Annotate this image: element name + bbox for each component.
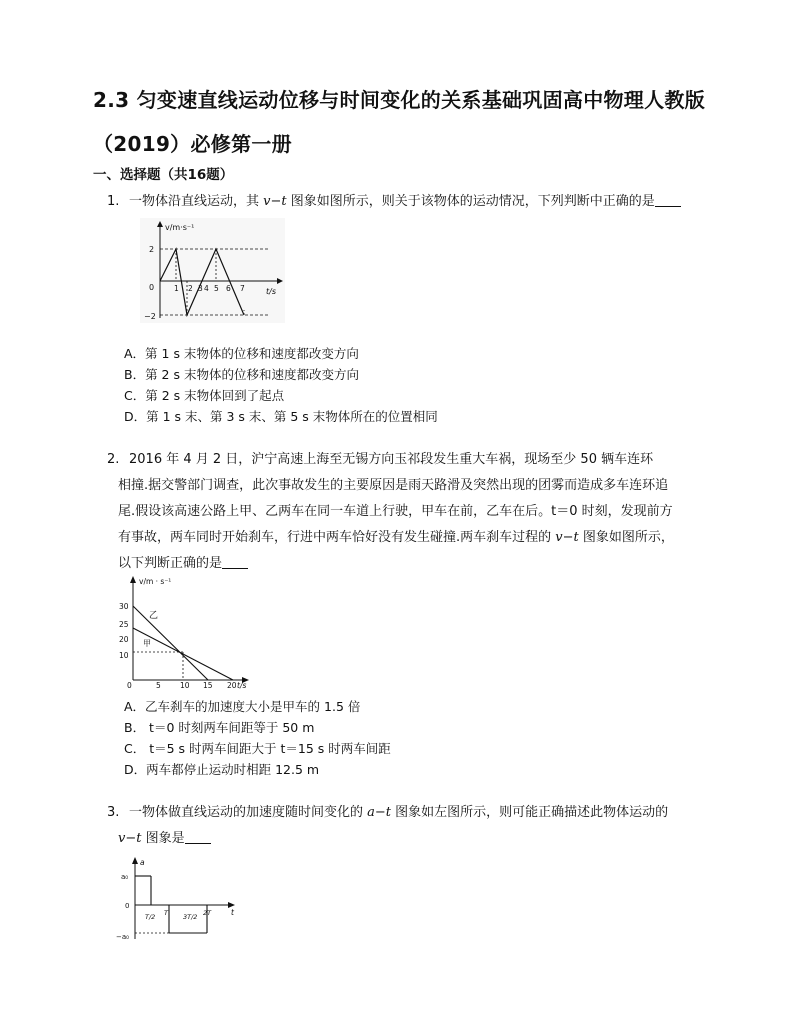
x-tick: 20 <box>227 681 237 690</box>
x-tick: T <box>164 909 168 917</box>
answer-blank <box>185 829 211 844</box>
q1-vt-graph <box>140 218 285 323</box>
answer-blank <box>222 554 248 569</box>
x-axis-label: t/s <box>266 287 276 296</box>
label-yi: 乙 <box>149 611 159 621</box>
x-tick: 4 <box>204 284 209 293</box>
x-tick: T/2 <box>145 913 156 921</box>
x-tick: 0 <box>127 681 132 690</box>
math-vt: v−t <box>263 194 287 209</box>
answer-blank <box>655 192 681 207</box>
q3-at-graph <box>113 855 243 941</box>
q2-option-a: A．乙车刹车的加速度大小是甲车的 1.5 倍 <box>124 699 361 714</box>
question-text: 一物体做直线运动的加速度随时间变化的 <box>129 805 364 820</box>
math-vt: v−t <box>118 831 142 846</box>
x-tick: 2T <box>203 909 212 917</box>
y-tick: −a₀ <box>116 933 129 941</box>
q1-option-c: C．第 2 s 末物体回到了起点 <box>124 388 285 403</box>
x-tick: 5 <box>156 681 161 690</box>
math-vt: v−t <box>555 530 579 545</box>
question-text: 一物体沿直线运动，其 <box>129 194 260 209</box>
y-tick: −2 <box>144 312 156 321</box>
question-text: 相撞.据交警部门调查，此次事故发生的主要原因是雨天路滑及突然出现的团雾而造成多车连环追 <box>118 478 669 493</box>
question-text: 有事故，两车同时开始刹车，行进中两车恰好没有发生碰撞.两车刹车过程的 <box>118 530 552 545</box>
question-text: 尾.假设该高速公路上甲、乙两车在同一车道上行驶，甲车在前，乙车在后。t＝0 时刻，发现前方 <box>118 504 673 519</box>
question-number: 1. <box>107 194 120 209</box>
x-tick: 1 <box>174 284 179 293</box>
y-tick: 2 <box>149 245 155 254</box>
question-text: 以下判断正确的是 <box>118 556 223 571</box>
q2-option-d: D．两车都停止运动时相距 12.5 m <box>124 762 320 777</box>
question-1 <box>107 189 681 215</box>
y-axis-label: v/m·s⁻¹ <box>165 223 195 232</box>
section-heading: 一、选择题（共16题） <box>93 167 234 183</box>
question-text: 图象如图所示，则关于该物体的运动情况，下列判断中正确的是 <box>290 194 655 209</box>
y-tick: 20 <box>119 635 129 644</box>
question-text: 2016 年 4 月 2 日，沪宁高速上海至无锡方向玉祁段发生重大车祸，现场至少 50 辆车连环 <box>129 452 654 467</box>
y-tick: 30 <box>119 602 129 611</box>
question-3 <box>107 800 717 852</box>
y-tick: 10 <box>119 651 129 660</box>
y-tick: a₀ <box>121 873 129 881</box>
q2-vt-graph <box>113 574 253 690</box>
x-tick: 6 <box>226 284 231 293</box>
x-tick: 10 <box>180 681 190 690</box>
x-axis-label: t <box>231 908 234 917</box>
x-tick: 7 <box>240 284 245 293</box>
x-axis-label: t/s <box>237 681 247 690</box>
y-axis-label: a <box>140 858 145 867</box>
y-tick: 0 <box>149 283 155 292</box>
y-axis-label: v/m · s⁻¹ <box>139 577 172 586</box>
x-tick: 5 <box>214 284 219 293</box>
x-tick: 2 <box>188 284 193 293</box>
question-2 <box>107 447 717 577</box>
x-tick: 3T/2 <box>183 913 198 921</box>
question-text: 图象是 <box>145 831 185 846</box>
question-number: 3. <box>107 805 120 820</box>
math-at: a−t <box>367 805 392 820</box>
question-number: 2. <box>107 452 120 467</box>
x-tick: 3 <box>198 284 203 293</box>
question-text: 图象如图所示， <box>582 530 674 545</box>
y-tick: 25 <box>119 620 129 629</box>
q1-option-d: D．第 1 s 末、第 3 s 末、第 5 s 末物体所在的位置相同 <box>124 409 438 424</box>
x-tick: 15 <box>203 681 213 690</box>
q1-option-b: B．第 2 s 末物体的位移和速度都改变方向 <box>124 367 359 382</box>
question-text: 图象如左图所示，则可能正确描述此物体运动的 <box>395 805 669 820</box>
q2-option-c: C． t＝5 s 时两车间距大于 t＝15 s 时两车间距 <box>124 741 391 756</box>
y-tick: 0 <box>125 902 130 910</box>
q1-option-a: A．第 1 s 末物体的位移和速度都改变方向 <box>124 346 359 361</box>
q2-option-b: B． t＝0 时刻两车间距等于 50 m <box>124 720 315 735</box>
label-jia: 甲 <box>143 639 151 648</box>
page-title: 2.3 匀变速直线运动位移与时间变化的关系基础巩固高中物理人教版（2019）必修第一册 <box>93 88 705 156</box>
